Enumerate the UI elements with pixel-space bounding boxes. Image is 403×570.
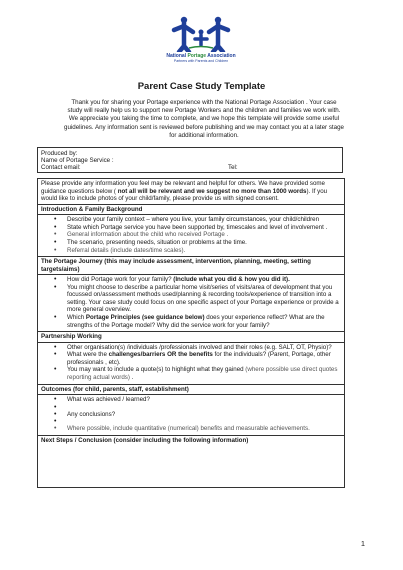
section-body-journey	[38, 274, 344, 331]
section-heading-next-steps: Next Steps / Conclusion (consider including the following information)	[38, 435, 344, 445]
contact-details-box	[37, 147, 343, 173]
family-figures-logo-icon	[171, 12, 231, 52]
page-title: Parent Case Study Template	[137, 81, 266, 92]
list-item: • What were the challenges/barriers OR the benefits for the individuals? (Parent, Portage, other professionals , etc).	[41, 351, 341, 366]
list-item: • Describe your family context – where you live, your family circumstances, your child/children	[41, 216, 341, 224]
section-heading-journey: The Portage Journey (this may include assessment, intervention, planning, meeting, setting targets/aims)	[38, 256, 344, 274]
produced-by-field[interactable]: Produced by:	[41, 150, 78, 157]
list-item: • Other organisation(s) /individuals /professionals involved and their roles (e.g. SALT, OT, Physio)?	[41, 344, 341, 352]
section-heading-partnership: Partnership Working	[38, 331, 344, 341]
guidance-intro: Please provide any information you feel may be relevant and helpful for others. We have provided some guidance questions below ( not all will be relevant and we suggest no more than 1000 words). If you would like to include photos of your child/family, please provide us with signed consent.	[41, 180, 328, 203]
list-item: • State which Portage service you have been supported by, timescales and level of involvement .	[41, 224, 341, 232]
section-body-intro	[38, 214, 344, 256]
npa-logo	[155, 12, 247, 72]
section-heading-intro: Introduction & Family Background	[38, 204, 344, 214]
guidance-table	[37, 178, 345, 488]
section-body-outcomes	[38, 394, 344, 435]
page-number: 1	[360, 539, 365, 548]
section-body-partnership	[38, 342, 344, 384]
list-item: • Referral details (include dates/time scales).	[41, 247, 341, 255]
list-spacer	[41, 404, 341, 411]
tel-field[interactable]: Tel:	[228, 164, 238, 171]
list-item: • How did Portage work for your family? (Include what you did & how you did it).	[41, 276, 341, 284]
list-spacer	[41, 418, 341, 425]
list-item: • Any conclusions?	[41, 411, 341, 419]
list-item: • Where possible, include quantitative (numerical) benefits and measurable achievements.	[41, 425, 341, 433]
contact-email-field[interactable]: Contact email:	[41, 164, 81, 172]
org-tagline: Partners with Parents and Children	[173, 59, 229, 63]
list-item: • Which Portage Principles (see guidance below) does your experience reflect? What are the strengths of the Portage model? Why did the service work for your family?	[41, 314, 341, 329]
service-name-field[interactable]: Name of Portage Service :	[41, 157, 114, 165]
list-item: • You might choose to describe a particular home visit/series of visits/area of development that you focussed on/assessment methods used/planning & recording tools/experience of transition into a setting. Your case study could focus on one specific aspect of your Portage experience or provide a more general overview.	[41, 284, 341, 314]
list-item: • You may want to include a quote(s) to highlight what they gained (where possible use direct quotes reporting actual words) .	[41, 366, 341, 381]
section-heading-outcomes: Outcomes (for child, parents, staff, establishment)	[38, 384, 344, 394]
org-name: National Portage Association	[166, 53, 236, 59]
list-item: • What was achieved / learned?	[41, 396, 341, 404]
list-item: • The scenario, presenting needs, situation or problems at the time.	[41, 239, 341, 247]
intro-paragraph: Thank you for sharing your Portage experience with the National Portage Association . Your case study will really help us to support new Portage Workers and the children and families we work with. We appreciate you taking the time to complete, and we hope this template will provide some useful guidelines. Any information sent is reviewed before publishing and we may contact you at a later stage for additional information.	[64, 99, 344, 139]
list-item: • General information about the child who received Portage .	[41, 231, 341, 239]
